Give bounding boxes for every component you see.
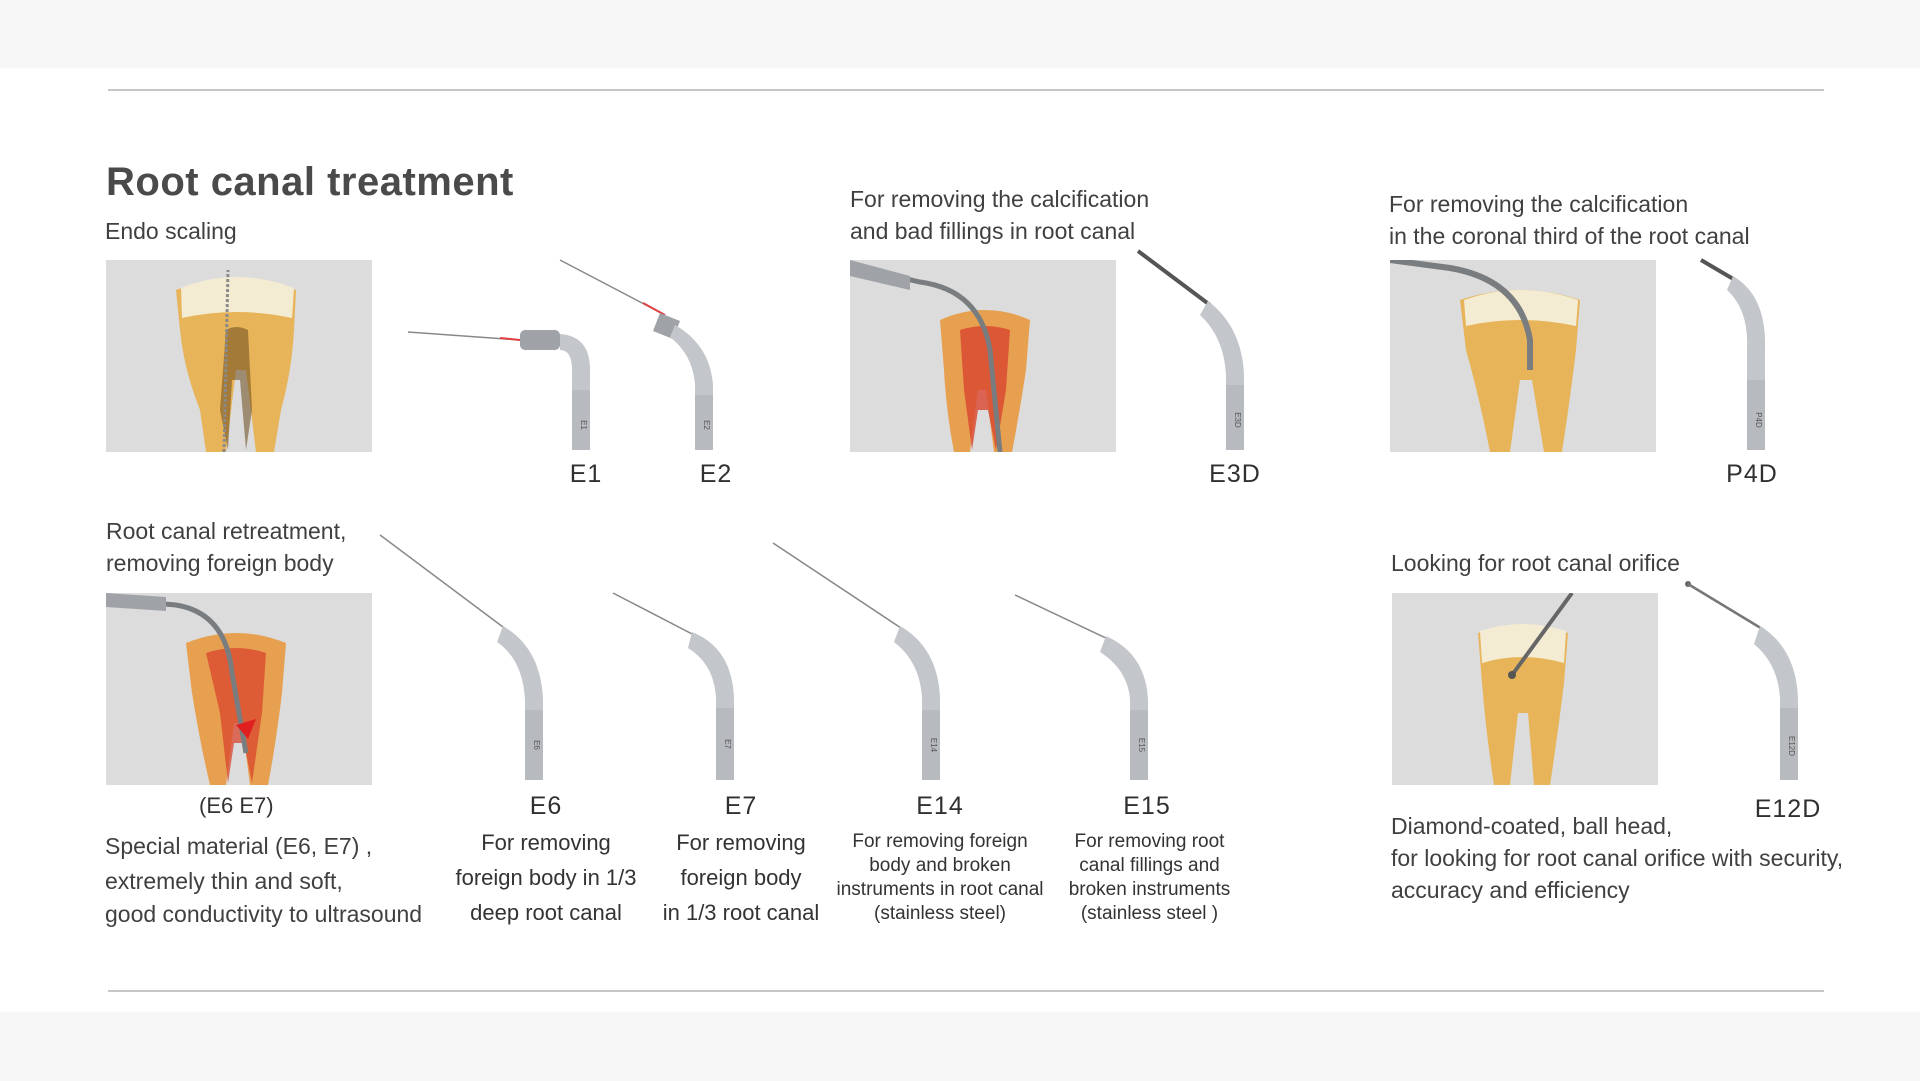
tip-e14-desc [820, 830, 1060, 926]
tip-e3d-image [1130, 245, 1260, 455]
tip-e15-engraving: E15 [1137, 737, 1146, 753]
tip-e6-code: E6 [529, 792, 563, 820]
tip-e1-engraving: E1 [579, 420, 588, 430]
tip-e6-desc-line2: foreign body in 1/3 [455, 865, 637, 890]
tip-e14-code: E14 [916, 792, 964, 820]
tip-e15-code: E15 [1123, 792, 1171, 820]
calc-heading-line1: For removing the calcification [850, 186, 1150, 212]
tip-e7-desc-line3: in 1/3 root canal [662, 900, 820, 925]
tip-e6-desc-line1: For removing [481, 830, 611, 855]
bottom-divider [108, 990, 1824, 992]
orifice-heading: Looking for root canal orifice [1391, 550, 1680, 576]
tip-e1-code: E1 [569, 460, 603, 488]
tip-e15-image [1010, 590, 1170, 785]
tip-e14-desc-line3: instruments in root canal [836, 879, 1044, 900]
coronal-heading-line2: in the coronal third of the root canal [1389, 223, 1750, 249]
tip-e7-engraving: E7 [723, 739, 732, 749]
page-title: Root canal treatment [106, 160, 514, 204]
photo-calcification [850, 260, 1116, 452]
tip-e6-desc-line3: deep root canal [470, 900, 622, 925]
tip-e14-desc-line2: body and broken [869, 855, 1011, 876]
retreat-caption: (E6 E7) [199, 793, 274, 818]
tip-e2-engraving: E2 [702, 420, 711, 430]
tip-e15-desc [1042, 830, 1257, 926]
orifice-desc-line2: for looking for root canal orifice with security, [1391, 845, 1844, 871]
tip-e2-image [555, 255, 735, 455]
tip-e7-code: E7 [724, 792, 758, 820]
tip-p4d-engraving: P4D [1754, 412, 1763, 428]
retreat-note-line1: Special material (E6, E7) , [105, 833, 373, 859]
retreat-heading-line2: removing foreign body [106, 550, 334, 576]
tip-p4d-image [1695, 250, 1785, 455]
retreat-note-line3: good conductivity to ultrasound [105, 901, 423, 927]
tip-e12d-engraving: E12D [1787, 735, 1796, 757]
section-subtitle: Endo scaling [105, 218, 237, 244]
tip-e6-desc [446, 825, 646, 930]
photo-orifice [1392, 593, 1658, 785]
top-divider [108, 89, 1824, 91]
tip-e14-desc-line1: For removing foreign [852, 831, 1028, 852]
tip-e14-desc-line4: (stainless steel) [874, 903, 1006, 924]
tip-e6-engraving: E6 [532, 740, 541, 750]
tip-e14-engraving: E14 [929, 737, 938, 753]
tip-e6-image [375, 530, 565, 785]
photo-coronal [1390, 260, 1656, 452]
tip-e2-code: E2 [699, 460, 733, 488]
photo-retreatment [106, 593, 372, 785]
tip-e7-desc-line1: For removing [676, 830, 806, 855]
tip-e7-desc [641, 825, 841, 930]
photo-endo-scaling [106, 260, 372, 452]
tip-e15-desc-line4: (stainless steel ) [1080, 903, 1219, 924]
tip-e15-desc-line2: canal fillings and [1079, 855, 1220, 876]
tip-p4d-code: P4D [1726, 460, 1778, 488]
tip-e7-image [608, 588, 768, 785]
retreat-note-line2: extremely thin and soft, [105, 868, 343, 894]
orifice-desc-line1: Diamond-coated, ball head, [1391, 813, 1673, 839]
tip-e3d-code: E3D [1209, 460, 1261, 488]
tip-e15-desc-line1: For removing root [1074, 831, 1225, 852]
tip-e12d-code: E12D [1754, 795, 1822, 823]
calc-heading-line2: and bad fillings in root canal [850, 218, 1136, 244]
coronal-heading-line1: For removing the calcification [1389, 191, 1689, 217]
tip-e15-desc-line3: broken instruments [1068, 879, 1231, 900]
orifice-desc-line3: accuracy and efficiency [1391, 877, 1630, 903]
tip-e3d-engraving: E3D [1233, 412, 1242, 428]
retreat-heading-line1: Root canal retreatment, [106, 518, 347, 544]
tip-e14-image [768, 538, 958, 785]
tip-e7-desc-line2: foreign body [680, 865, 802, 890]
tip-e12d-image [1680, 578, 1820, 785]
